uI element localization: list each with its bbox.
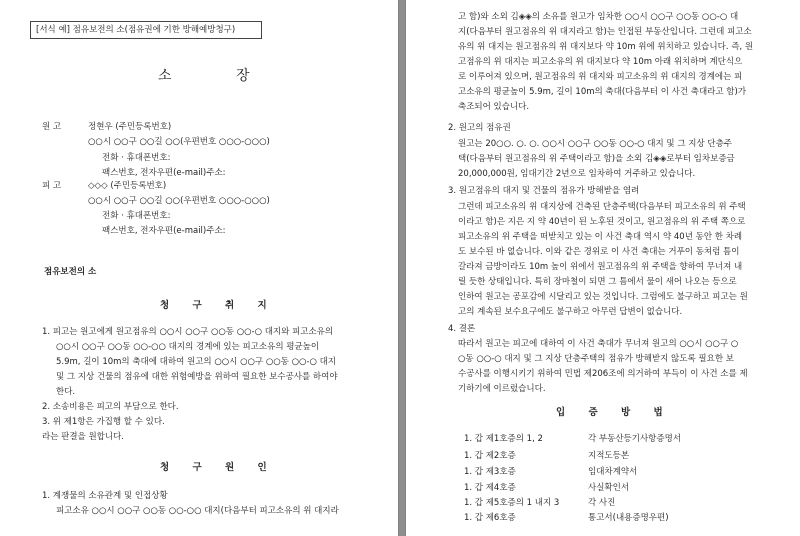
body-line: 이라고 함)은 지은 지 약 40년이 된 노후된 것이고, 원고점유의 위 주택 쪽으로 <box>458 217 746 227</box>
evidence-desc: 통고서(내용증명우편) <box>588 513 669 523</box>
body-line: 로 이루어져 있으며, 원고점유의 위 대지와 피고소유의 위 대지의 경계에는 피 <box>458 72 743 82</box>
claim-line: 1. 피고는 원고에게 원고점유의 ○○시 ○○구 ○○동 ○○-○ 대지와 피고소유의 <box>42 327 334 337</box>
evidence-desc: 임대차계약서 <box>588 467 638 477</box>
body-line: 릴 듯한 상태입니다. 특히 장마철이 되면 그 틈에서 물이 새어 나오는 등으로 <box>458 277 737 287</box>
claim-line: 한다. <box>56 387 76 397</box>
body-line: 고소유의 평균높이 5.9m, 길이 10m의 축대(다음부터 이 사건 축대라고 함)가 <box>458 87 747 97</box>
body-line: 고 함)와 소외 김◈◈의 소유를 원고가 임차한 ○○시 ○○구 ○○동 ○○-○ 대 <box>458 12 739 22</box>
case-name: 점유보전의 소 <box>44 267 97 277</box>
evidence-heading: 입 증 방 법 <box>556 407 673 418</box>
evidence-item: 1. 갑 제6호증 <box>464 513 516 523</box>
section-heading: 4. 결론 <box>448 324 476 334</box>
document-page-right <box>406 0 800 536</box>
body-line: ○동 ○○-○ 대지 및 그 지상 단층주택의 점유가 방해받지 않도록 필요한 보 <box>458 354 734 364</box>
plaintiff-phone: 전화 · 휴대폰번호: <box>102 153 171 163</box>
body-line: 인하여 원고는 공포감에 시달리고 있는 것입니다. 그럼에도 불구하고 피고는 원 <box>458 292 748 302</box>
body-line: 20,000,000원, 임대기간 2년으로 임차하여 거주하고 있습니다. <box>458 169 696 179</box>
evidence-item: 1. 갑 제1호증의 1, 2 <box>464 434 543 444</box>
evidence-item: 1. 갑 제5호증의 1 내지 3 <box>464 498 560 508</box>
body-line: 따라서 원고는 피고에 대하여 이 사건 축대가 무너져 원고의 ○○시 ○○구 ○ <box>458 339 739 349</box>
evidence-desc: 각 사진 <box>588 498 616 508</box>
claim-line: 5.9m, 길이 10m의 축대에 대하여 원고의 ○○시 ○○구 ○○동 ○○-○ 대지 <box>56 357 337 367</box>
section-heading: 2. 원고의 점유권 <box>448 123 511 133</box>
evidence-desc: 지적도등본 <box>588 451 630 461</box>
body-line: 도 보수된 바 없습니다. 이와 같은 경위로 이 사건 축대는 거푸이 동쳐럼 틈이 <box>458 247 740 257</box>
claim-line: 라는 판결을 원합니다. <box>42 432 125 442</box>
plaintiff-fax-email: 팩스번호, 전자우편(e-mail)주소: <box>102 168 226 178</box>
body-line: 원고는 20○○. ○. ○. ○○시 ○○구 ○○동 ○○-○ 대지 및 그 지상 단층주 <box>458 139 732 149</box>
body-line: 유의 위 대지는 원고점유의 위 대지보다 약 10m 위에 위치하고 있습니다. 즉, 원 <box>458 42 754 52</box>
body-line: 수공사를 이행시키기 위하여 민법 제206조에 의거하여 부득이 이 사건 소를 제 <box>458 369 748 379</box>
section-heading: 3. 원고점유의 대지 및 건물의 점유가 방해받을 염려 <box>448 186 640 196</box>
body-line: 갈라져 금방이라도 10m 높이 위에서 원고점유의 위 주택을 향하여 무너져 내 <box>458 262 743 272</box>
plaintiff-name: 정현우 (주민등록번호) <box>88 122 172 132</box>
claim-heading: 청 구 취 지 <box>160 300 277 311</box>
body-line: 피고소유의 위 주택을 떠받치고 있는 이 사건 축대 역시 약 40년 동안 한 차례 <box>458 232 743 242</box>
form-title: [서식 예] 점유보전의 소(점유권에 기한 방해예방청구) <box>36 25 236 35</box>
evidence-desc: 사실확인서 <box>588 483 630 493</box>
evidence-item: 1. 갑 제4호증 <box>464 483 516 493</box>
defendant-fax-email: 팩스번호, 전자우편(e-mail)주소: <box>102 226 226 236</box>
document-page-left <box>0 0 398 536</box>
cause-heading: 청 구 원 인 <box>160 462 277 473</box>
plaintiff-role: 원 고 <box>42 122 62 132</box>
claim-line: 3. 위 제1항은 가집행 할 수 있다. <box>42 417 165 427</box>
body-line: 고점유의 위 대지는 피고소유의 위 대지보다 약 10m 아래 위치하며 계단식으 <box>458 57 743 67</box>
defendant-phone: 전화 · 휴대폰번호: <box>102 211 171 221</box>
body-line: 기하기에 이르렀습니다. <box>458 384 546 394</box>
claim-line: 및 그 지상 건물의 점유에 대한 위험예방을 위하여 필요한 보수공사를 하여야 <box>56 372 338 382</box>
doc-title: 소 장 <box>158 68 280 84</box>
defendant-address: ○○시 ○○구 ○○길 ○○(우편번호 ○○○-○○○) <box>88 196 270 206</box>
claim-line: 2. 소송비용은 피고의 부담으로 한다. <box>42 402 179 412</box>
evidence-item: 1. 갑 제2호증 <box>464 451 516 461</box>
claim-line: ○○시 ○○구 ○○동 ○○-○○ 대지의 경계에 있는 피고소유의 평균높이 <box>56 342 320 352</box>
body-line: 그런데 피고소유의 위 대지상에 건축된 단층주택(다음부터 피고소유의 위 주택 <box>458 202 746 212</box>
body-line: 축조되어 있습니다. <box>458 102 530 112</box>
plaintiff-address: ○○시 ○○구 ○○길 ○○(우편번호 ○○○-○○○) <box>88 137 270 147</box>
cause-line: 1. 계쟁물의 소유관계 및 인접상황 <box>42 491 168 501</box>
evidence-desc: 각 부동산등기사항증명서 <box>588 434 682 444</box>
defendant-name: ◇◇◇ (주민등록번호) <box>88 181 167 191</box>
body-line: 지(다음부터 원고점유의 위 대지라고 함)는 인접된 부동산입니다. 그런데 피고소 <box>458 27 752 37</box>
cause-line: 피고소유 ○○시 ○○구 ○○동 ○○-○○ 대지(다음부터 피고소유의 위 대지라 <box>56 506 339 516</box>
body-line: 택(다음부터 원고점유의 위 주택이라고 함)을 소외 김◈◈로부터 임차보증금 <box>458 154 735 164</box>
defendant-role: 피 고 <box>42 181 62 191</box>
evidence-item: 1. 갑 제3호증 <box>464 467 516 477</box>
body-line: 고의 계속된 보수요구에도 불구하고 아무런 답변이 없습니다. <box>458 307 683 317</box>
